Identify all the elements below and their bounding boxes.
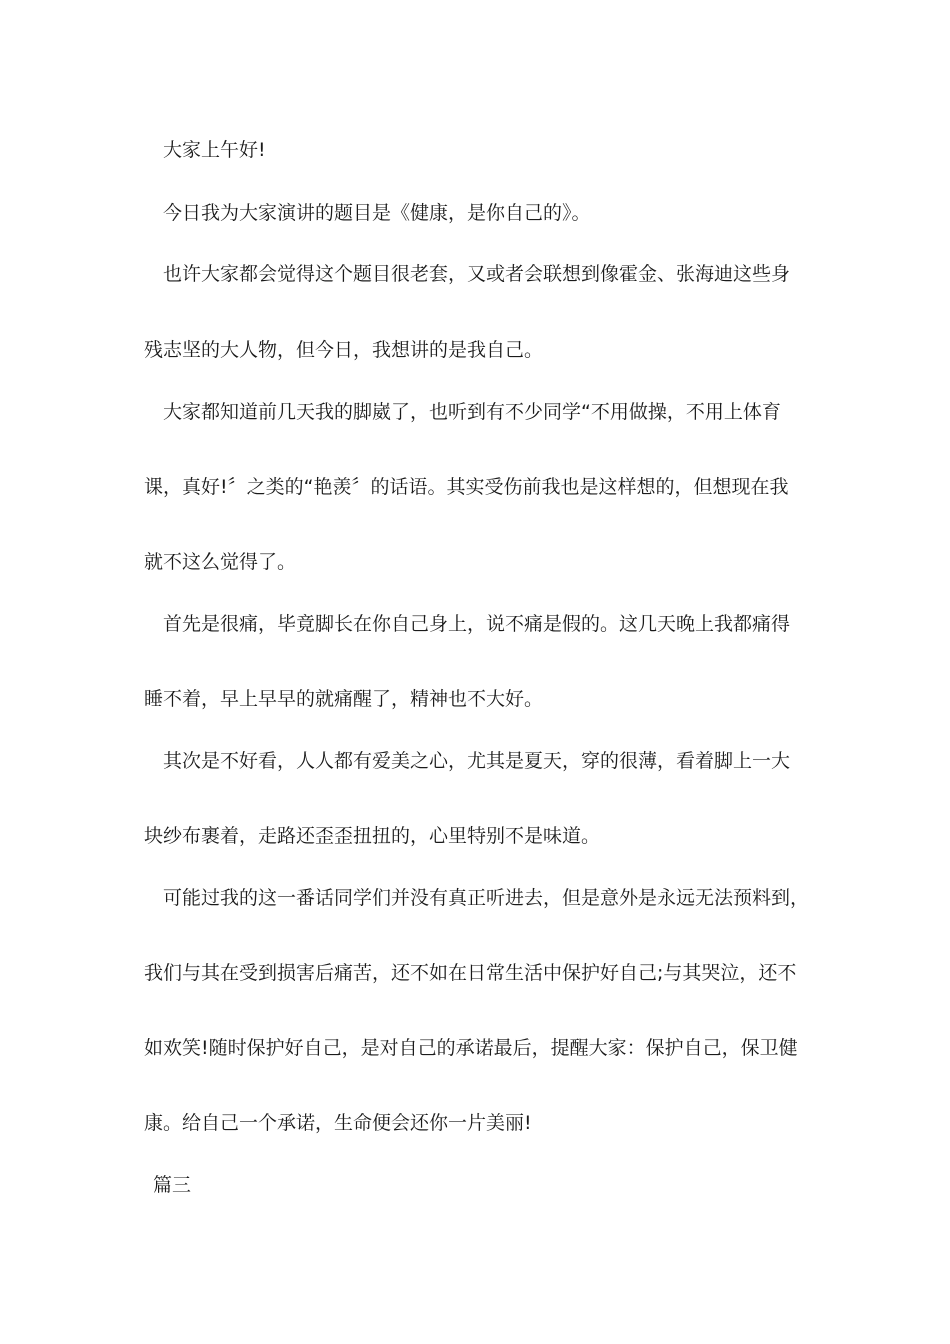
- paragraph-line: 也许大家都会觉得这个题目很老套，又或者会联想到像霍金、张海迪这些身: [163, 263, 791, 285]
- greeting-line: 大家上午好!: [163, 139, 266, 161]
- paragraph-line: 大家都知道前几天我的脚崴了，也听到有不少同学“不用做操，不用上体育: [163, 401, 781, 423]
- topic-line: 今日我为大家演讲的题目是《健康，是你自己的》。: [163, 202, 591, 224]
- paragraph-line: 其次是不好看，人人都有爱美之心，尤其是夏天，穿的很薄，看着脚上一大: [163, 750, 791, 772]
- paragraph-line: 如欢笑!随时保护好自己，是对自己的承诺最后，提醒大家：保护自己，保卫健: [144, 1037, 798, 1059]
- paragraph-line: 首先是很痛，毕竟脚长在你自己身上，说不痛是假的。这几天晚上我都痛得: [163, 613, 791, 635]
- paragraph-line: 睡不着，早上早早的就痛醒了，精神也不大好。: [144, 688, 544, 710]
- paragraph-line: 课，真好!〞之类的“艳羡〞的话语。其实受伤前我也是这样想的，但想现在我: [144, 476, 789, 498]
- paragraph-line: 就不这么觉得了。: [144, 551, 297, 573]
- paragraph-line: 我们与其在受到损害后痛苦，还不如在日常生活中保护好自己;与其哭泣，还不: [144, 962, 797, 984]
- paragraph-line: 残志坚的大人物，但今日，我想讲的是我自己。: [144, 339, 544, 361]
- paragraph-line: 康。给自己一个承诺，生命便会还你一片美丽!: [144, 1112, 532, 1134]
- section-heading: 篇三: [153, 1174, 192, 1196]
- paragraph-line: 块纱布裹着，走路还歪歪扭扭的，心里特别不是味道。: [144, 825, 601, 847]
- paragraph-line: 可能过我的这一番话同学们并没有真正听进去，但是意外是永远无法预料到，: [163, 887, 810, 909]
